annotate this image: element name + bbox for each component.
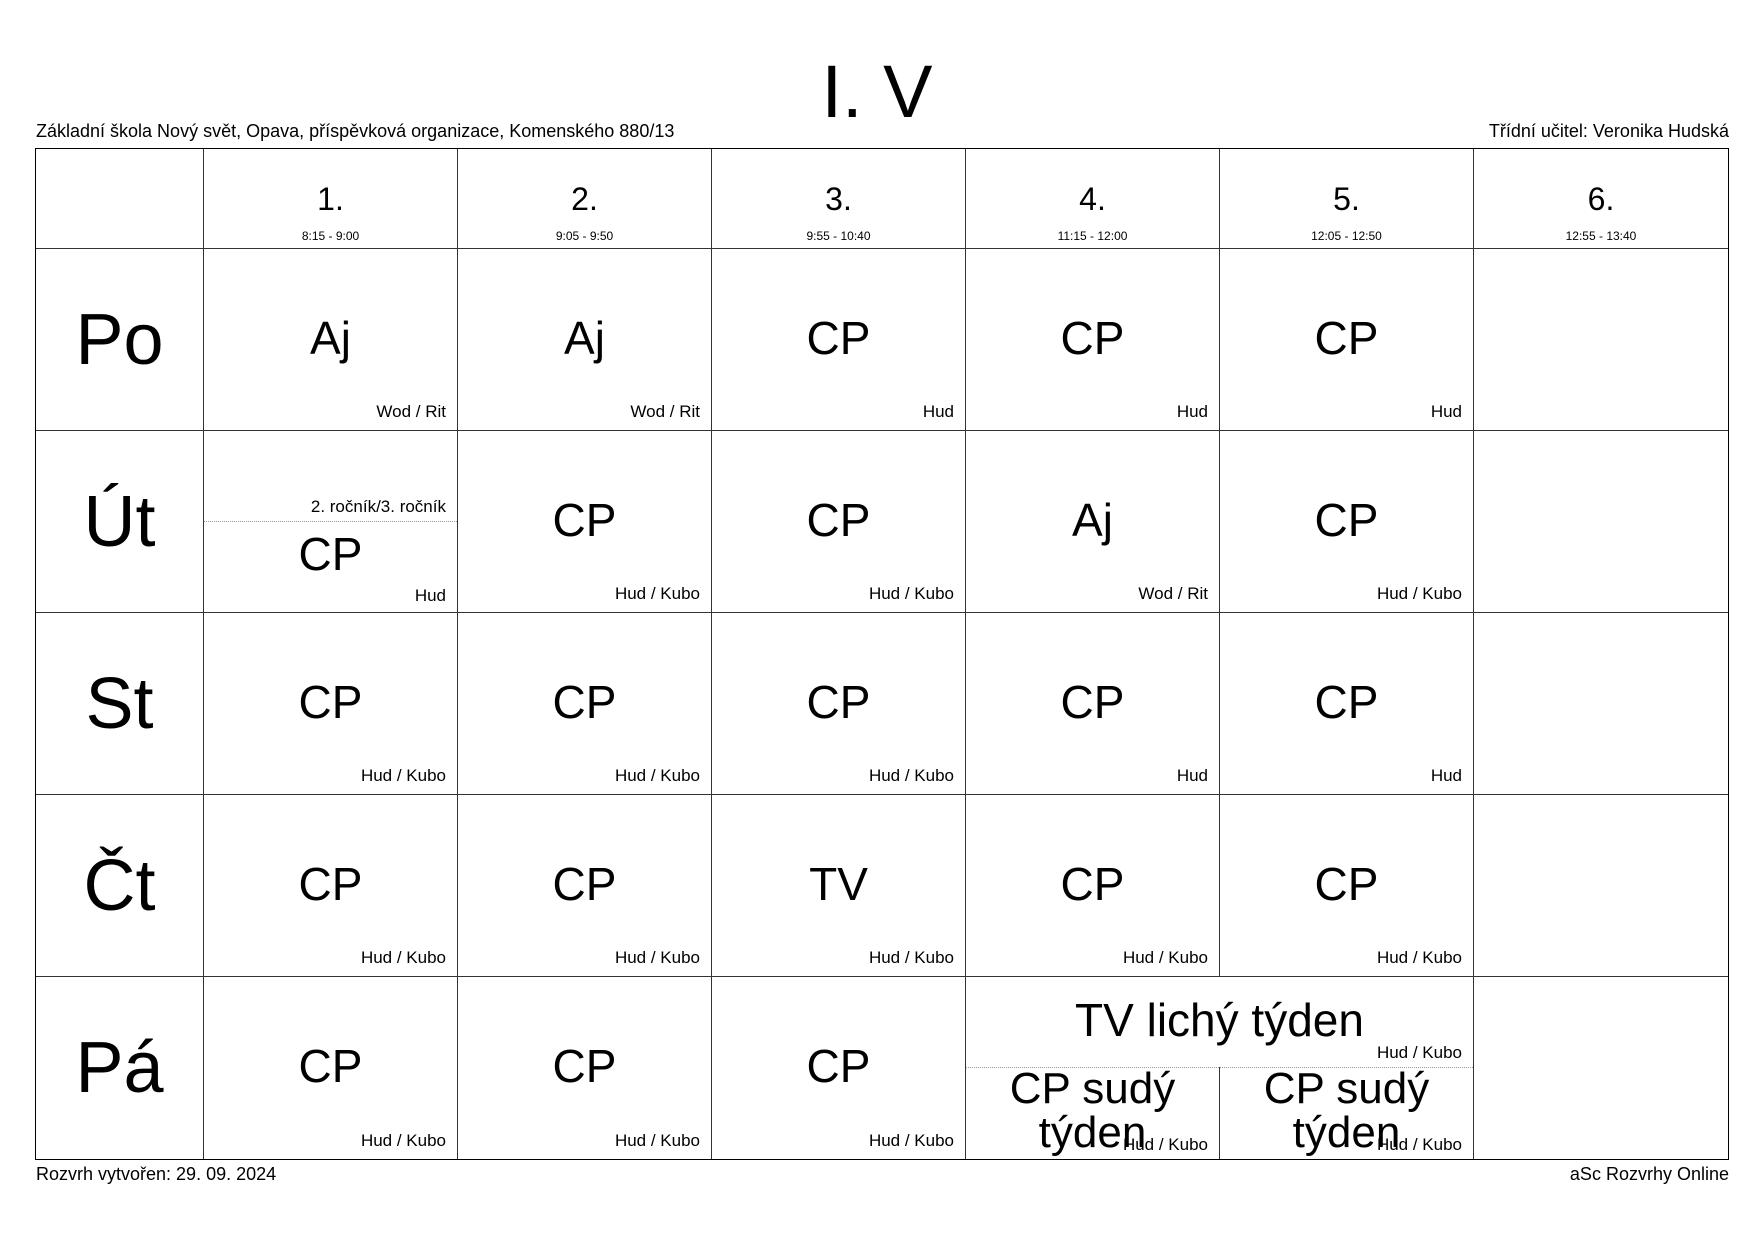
timetable-grid [35,148,1729,1160]
subject: CP [1314,676,1379,728]
teacher: Hud [1430,402,1462,421]
day-label: St [36,613,204,795]
subject: CP [298,1040,363,1092]
subject: CP sudý týden [1009,1067,1176,1157]
lesson-cell[interactable] [966,249,1220,431]
period-number: 4. [1079,181,1106,217]
period-time: 12:05 - 12:50 [1311,229,1382,243]
subject: CP [806,494,871,546]
teacher: Hud / Kubo [614,766,700,785]
subject: CP [1314,494,1379,546]
lesson-cell[interactable] [204,977,458,1159]
empty-cell [1474,795,1728,977]
lesson-cell[interactable] [712,977,966,1159]
teacher: Hud [1176,766,1208,785]
day-label: Út [36,431,204,613]
period-header [966,149,1220,249]
period-number: 6. [1587,181,1615,217]
combined-lesson-cell[interactable] [966,977,1474,1159]
teacher: Hud [1430,766,1462,785]
teacher: Hud / Kubo [360,766,446,785]
subject: Aj [564,312,605,364]
subject: CP [298,528,363,580]
subject: CP [552,858,617,910]
lesson-cell[interactable] [204,795,458,977]
subject: CP [806,676,871,728]
lesson-cell[interactable] [458,249,712,431]
corner-cell [36,149,204,249]
teacher: Wod / Rit [630,402,700,421]
period-time: 11:15 - 12:00 [1057,229,1128,243]
group-label: 2. ročník/3. ročník [310,497,446,516]
empty-cell [1474,613,1728,795]
period-header [204,149,458,249]
empty-cell [1474,977,1728,1159]
even-week-lessons [966,1067,1473,1159]
teacher: Hud / Kubo [614,948,700,967]
period-header [1220,149,1474,249]
teacher: Hud [922,402,954,421]
subject: CP [298,858,363,910]
lesson-cell[interactable] [1220,613,1474,795]
lesson-cell[interactable] [966,613,1220,795]
lesson-cell[interactable] [1220,431,1474,613]
period-time: 12:55 - 13:40 [1565,229,1637,243]
subject: Aj [1072,494,1113,546]
teacher: Wod / Rit [376,402,446,421]
software-credit: aSc Rozvrhy Online [1569,1164,1729,1184]
lesson-cell[interactable] [966,431,1220,613]
lesson-cell[interactable] [712,249,966,431]
teacher: Hud / Kubo [614,1131,700,1150]
teacher: Hud [414,586,446,605]
teacher: Hud / Kubo [868,584,954,603]
subject: CP [552,494,617,546]
day-label: Pá [36,977,204,1159]
teacher: Hud / Kubo [360,1131,446,1150]
lesson-cell[interactable] [712,431,966,613]
period-header [458,149,712,249]
lesson-cell[interactable] [1220,795,1474,977]
lesson-cell[interactable] [712,795,966,977]
class-title: I. V [821,50,933,133]
lesson-cell[interactable] [1220,249,1474,431]
odd-week-lesson[interactable] [966,977,1473,1068]
period-time: 8:15 - 9:00 [301,229,360,243]
lesson-cell[interactable] [712,613,966,795]
subject: CP [1060,676,1125,728]
subject: CP [806,1040,871,1092]
lesson-cell[interactable] [458,977,712,1159]
subject: TV lichý týden [1075,994,1364,1046]
teacher: Hud / Kubo [614,584,700,603]
lesson-cell[interactable] [966,795,1220,977]
subject: CP [552,676,617,728]
subject: CP [1060,858,1125,910]
period-number: 2. [571,181,598,217]
period-header [712,149,966,249]
subject: CP [1314,858,1379,910]
lesson-cell-group[interactable] [204,431,458,613]
period-time: 9:05 - 9:50 [555,229,614,243]
even-week-lesson[interactable] [966,1067,1220,1159]
class-teacher: Třídní učitel: Veronika Hudská [1488,121,1729,141]
period-time: 9:55 - 10:40 [806,229,871,243]
lesson-cell[interactable] [458,431,712,613]
teacher: Wod / Rit [1138,584,1208,603]
empty-cell [1474,249,1728,431]
school-name: Základní škola Nový svět, Opava, příspěvková organizace, Komenského 880/13 [36,121,675,141]
teacher: Hud / Kubo [868,948,954,967]
day-label: Čt [36,795,204,977]
day-label: Po [36,249,204,431]
period-number: 5. [1333,181,1360,217]
subject: CP [1060,312,1125,364]
teacher: Hud / Kubo [1122,1135,1208,1154]
teacher: Hud / Kubo [1376,948,1462,967]
empty-cell [1474,431,1728,613]
subject: TV [809,858,868,910]
created-date: Rozvrh vytvořen: 29. 09. 2024 [36,1164,277,1184]
lesson-cell[interactable] [204,249,458,431]
period-number: 3. [825,181,852,217]
lesson-cell[interactable] [458,613,712,795]
subject: CP sudý týden [1263,1067,1430,1157]
period-header [1474,149,1728,249]
period-number: 1. [317,181,344,217]
subject: CP [552,1040,617,1092]
subject: CP [806,312,871,364]
subject: CP [298,676,363,728]
lesson-cell[interactable] [204,613,458,795]
lesson-cell[interactable] [458,795,712,977]
teacher: Hud / Kubo [868,1131,954,1150]
teacher: Hud / Kubo [1376,1135,1462,1154]
subject: CP [1314,312,1379,364]
teacher: Hud / Kubo [868,766,954,785]
teacher: Hud / Kubo [1122,948,1208,967]
teacher: Hud / Kubo [1376,1043,1462,1062]
subject: Aj [310,312,351,364]
teacher: Hud / Kubo [360,948,446,967]
teacher: Hud / Kubo [1376,584,1462,603]
even-week-lesson[interactable] [1220,1067,1473,1159]
teacher: Hud [1176,402,1208,421]
